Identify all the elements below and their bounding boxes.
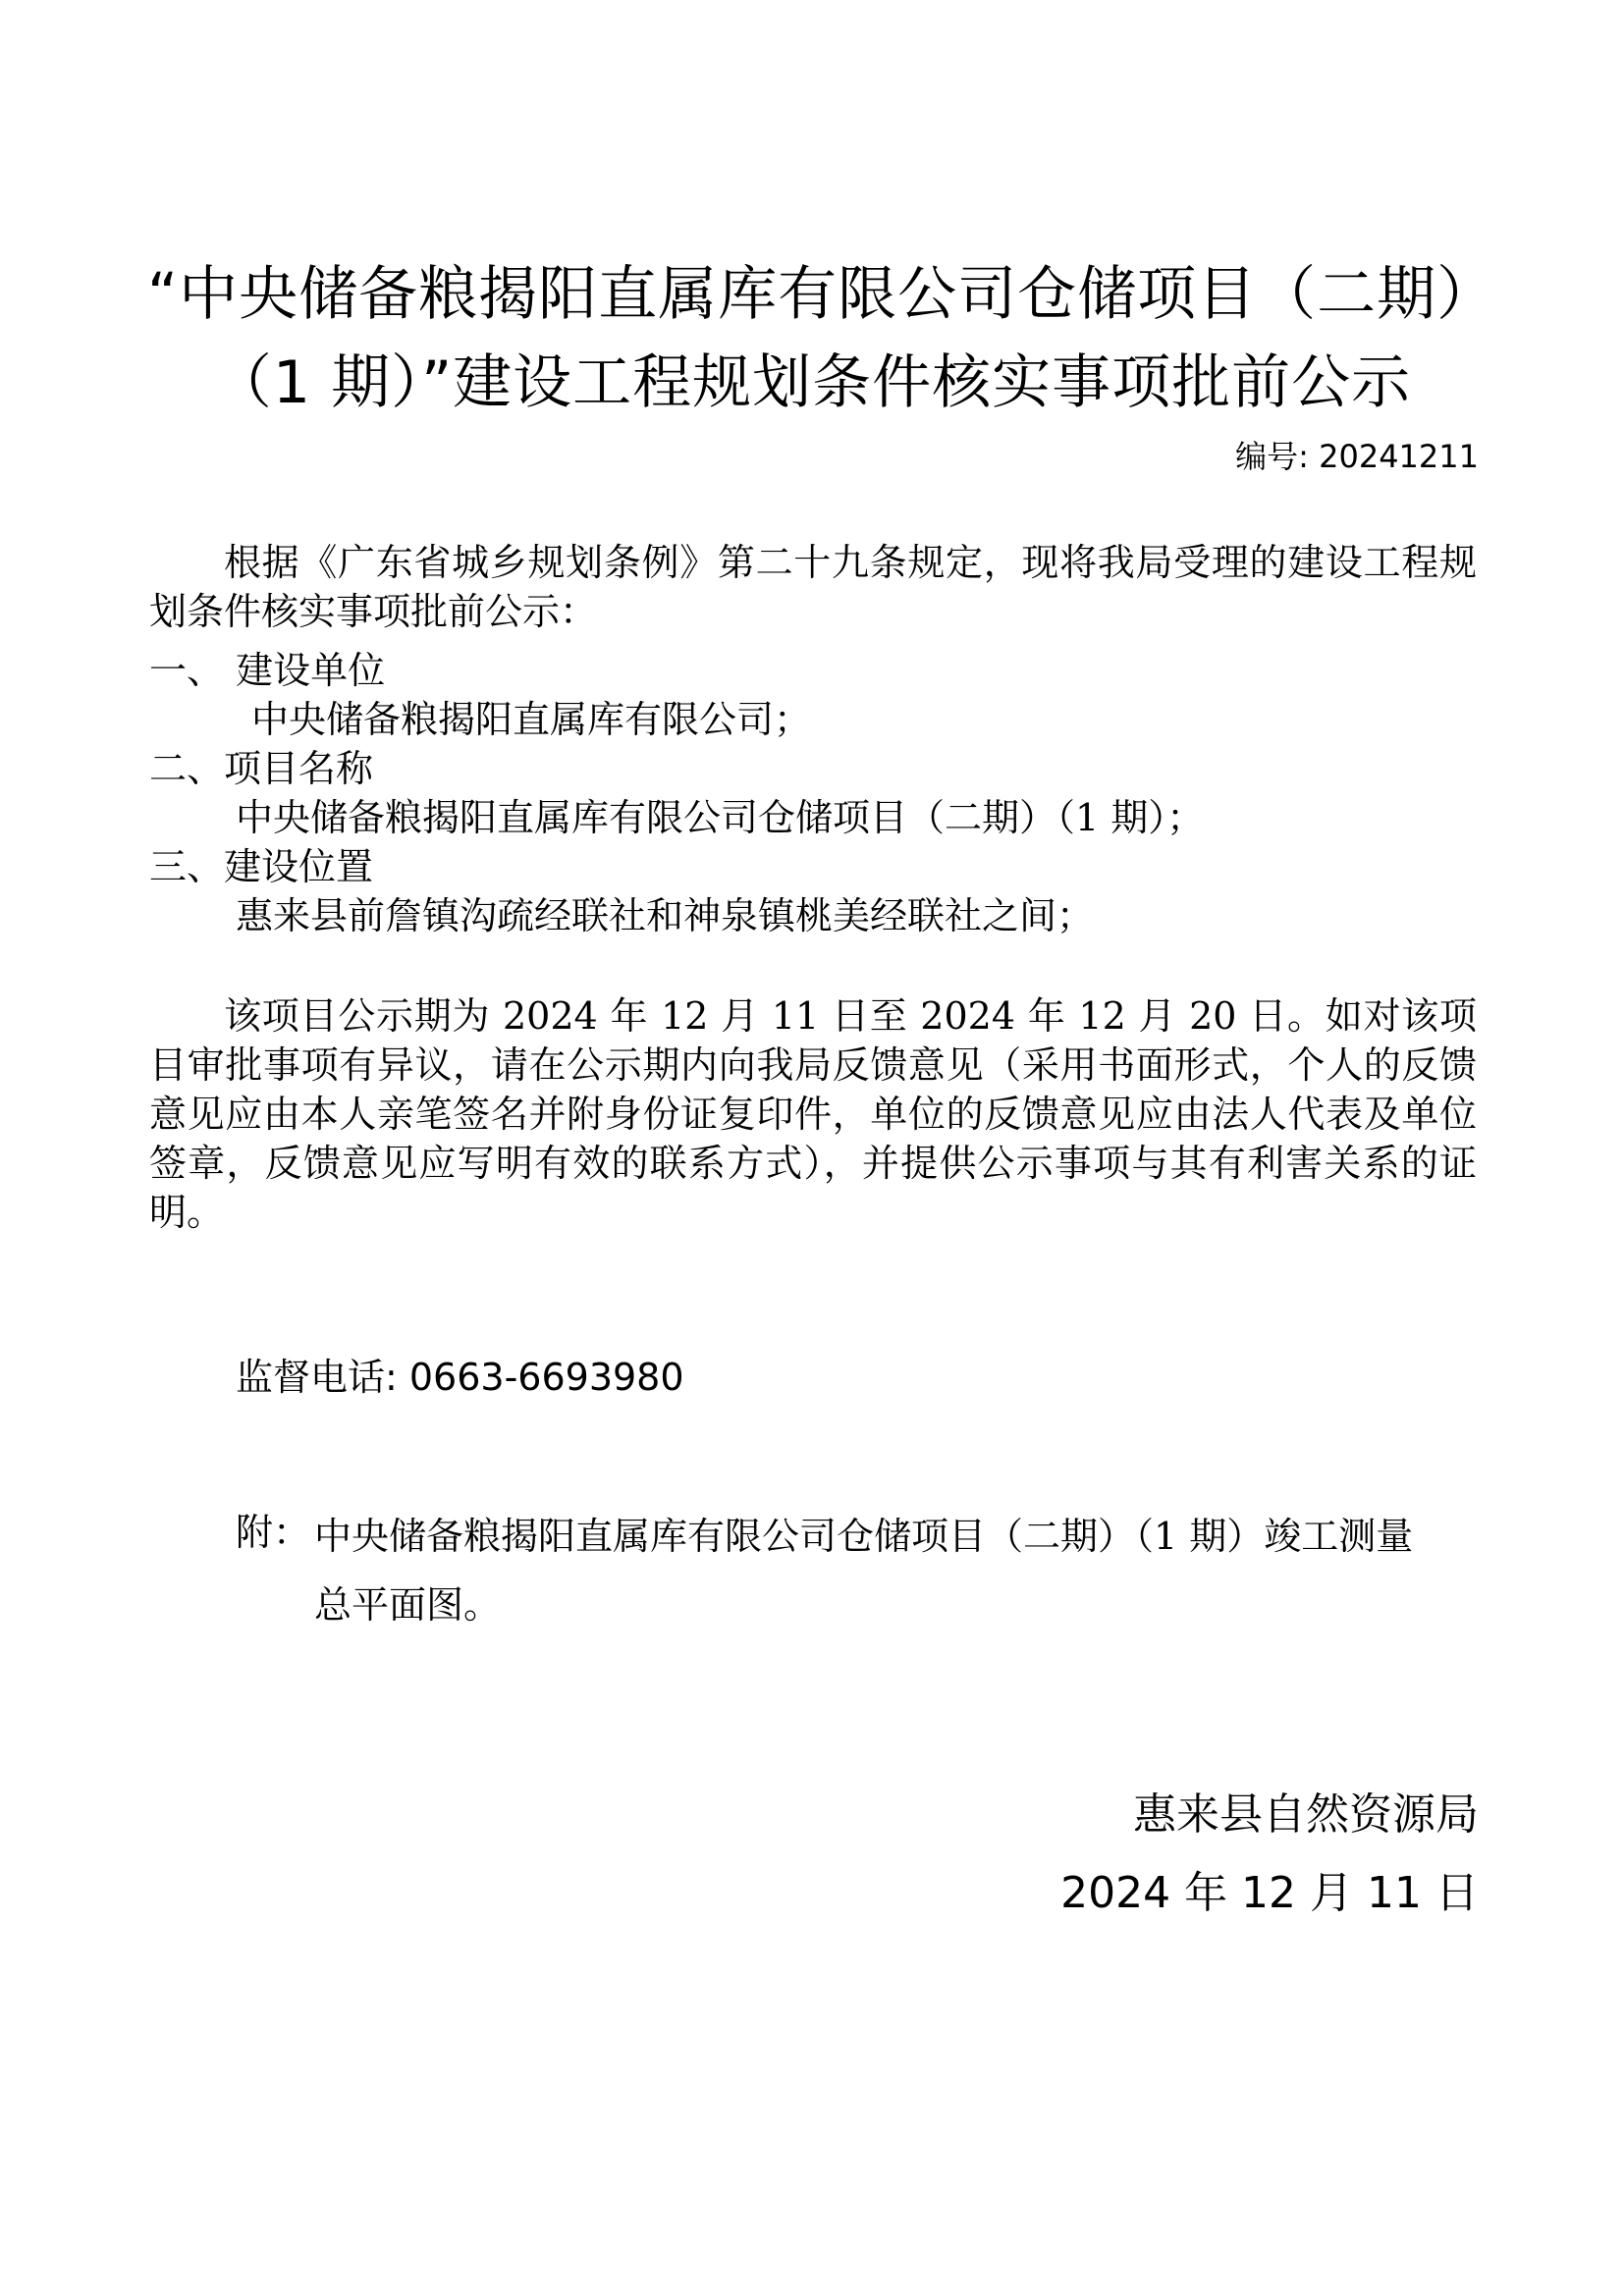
supervision-phone: 监督电话: 0663-6693980 <box>236 1356 684 1399</box>
title-line-1: “中央储备粮揭阳直属库有限公司仓储项目（二期） <box>147 260 1497 329</box>
section-heading-construction-unit: 一、 建设单位 <box>149 649 386 692</box>
section-content-project-name: 中央储备粮揭阳直属库有限公司仓储项目（二期）（1 期）； <box>236 796 1205 839</box>
intro-paragraph: 根据《广东省城乡规划条例》第二十九条规定，现将我局受理的建设工程规划条件核实事项批前公示： <box>149 541 1477 633</box>
notice-paragraph: 该项目公示期为 2024 年 12 月 11 日至 2024 年 12 月 20 日。如对该项目审批事项有异议，请在公示期内向我局反馈意见（采用书面形式，个人的反馈意见应由本人亲笔签名并附身份证复印件，单位的反馈意见应由法人代表及单位签章，反馈意见应写明有效的联系方式），并提供公示事项与其有利害关系的证明。 <box>149 994 1477 1234</box>
title-line-2: （1 期）”建设工程规划条件核实事项批前公示 <box>212 348 1412 417</box>
issuing-organization: 惠来县自然资源局 <box>1133 1789 1479 1840</box>
section-content-construction-unit: 中央储备粮揭阳直属库有限公司； <box>251 698 812 741</box>
section-content-location: 惠来县前詹镇沟疏经联社和神泉镇桃美经联社之间； <box>236 894 1095 937</box>
attachment-text: 中央储备粮揭阳直属库有限公司仓储项目（二期）（1 期）竣工测量总平面图。 <box>314 1515 1414 1627</box>
section-heading-location: 三、建设位置 <box>149 845 374 888</box>
attachment-label: 附： <box>236 1511 311 1554</box>
issue-date: 2024 年 12 月 11 日 <box>1060 1868 1479 1918</box>
document-number: 编号: 20241211 <box>1235 438 1479 475</box>
section-heading-project-name: 二、项目名称 <box>149 747 374 790</box>
